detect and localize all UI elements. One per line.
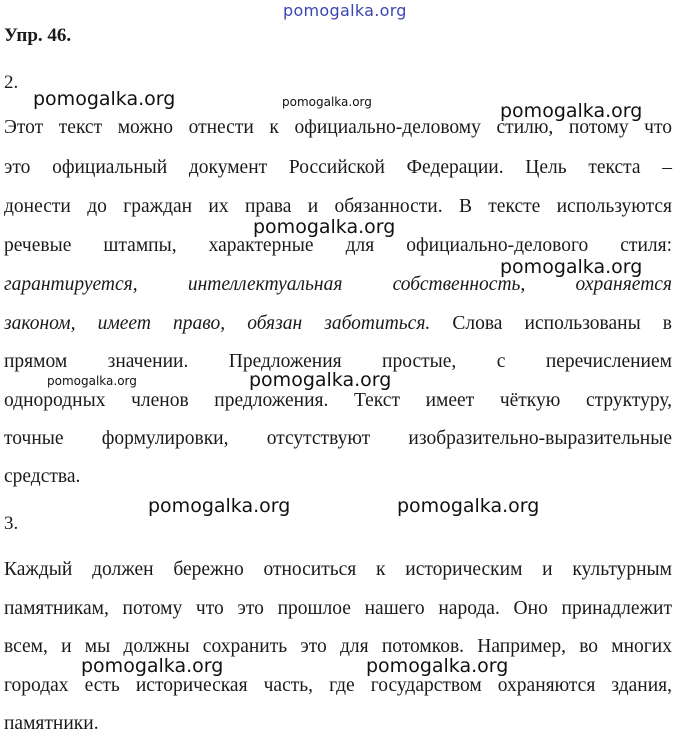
paragraph-line: донести до граждан их права и обязанности. В тексте используются — [4, 196, 672, 217]
section-number-3: 3. — [4, 513, 19, 534]
paragraph-line: прямом значении. Предложения простые, с перечислением — [4, 351, 672, 372]
paragraph-line-italic: гарантируется, интеллектуальная собственность, охраняется — [4, 274, 672, 295]
paragraph-line: памятники. — [4, 713, 99, 734]
paragraph-line: средства. — [4, 466, 81, 487]
paragraph-line: точные формулировки, отсутствуют изобразительно-выразительные — [4, 428, 672, 449]
paragraph-line: городах есть историческая часть, где государством охраняются здания, — [4, 675, 672, 696]
watermark: pomogalka.org — [47, 374, 137, 388]
watermark: pomogalka.org — [397, 495, 540, 517]
watermark: pomogalka.org — [282, 95, 372, 109]
watermark: pomogalka.org — [81, 655, 224, 677]
paragraph-line: памятникам, потому что это прошлое нашего народа. Оно принадлежит — [4, 598, 672, 619]
watermark: pomogalka.org — [249, 369, 392, 391]
watermark: pomogalka.org — [253, 216, 396, 238]
paragraph-fragment: Слова использованы в — [430, 313, 672, 334]
paragraph-line: однородных членов предложения. Текст имеет чёткую структуру, — [4, 390, 672, 411]
watermark: pomogalka.org — [500, 256, 643, 278]
section-number-2: 2. — [4, 72, 19, 93]
watermark: pomogalka.org — [33, 88, 176, 110]
watermark: pomogalka.org — [366, 655, 509, 677]
paragraph-line: речевые штампы, характерные для официально-делового стиля: — [4, 235, 672, 256]
watermark: pomogalka.org — [500, 100, 643, 122]
paragraph-line: Каждый должен бережно относиться к историческим и культурным — [4, 559, 672, 580]
paragraph-line: это официальный документ Российской Федерации. Цель текста – — [4, 157, 672, 178]
watermark: pomogalka.org — [148, 495, 291, 517]
paragraph-line-mixed — [4, 313, 672, 335]
paragraph-line: всем, и мы должны сохранить это для потомков. Например, во многих — [4, 636, 672, 657]
watermark-top: pomogalka.org — [283, 1, 407, 20]
exercise-title: Упр. 46. — [4, 25, 72, 46]
paragraph-line: Этот текст можно отнести к официально-деловому стилю, потому что — [4, 117, 672, 138]
italic-phrase: законом, имеет право, обязан заботиться. — [4, 313, 431, 334]
